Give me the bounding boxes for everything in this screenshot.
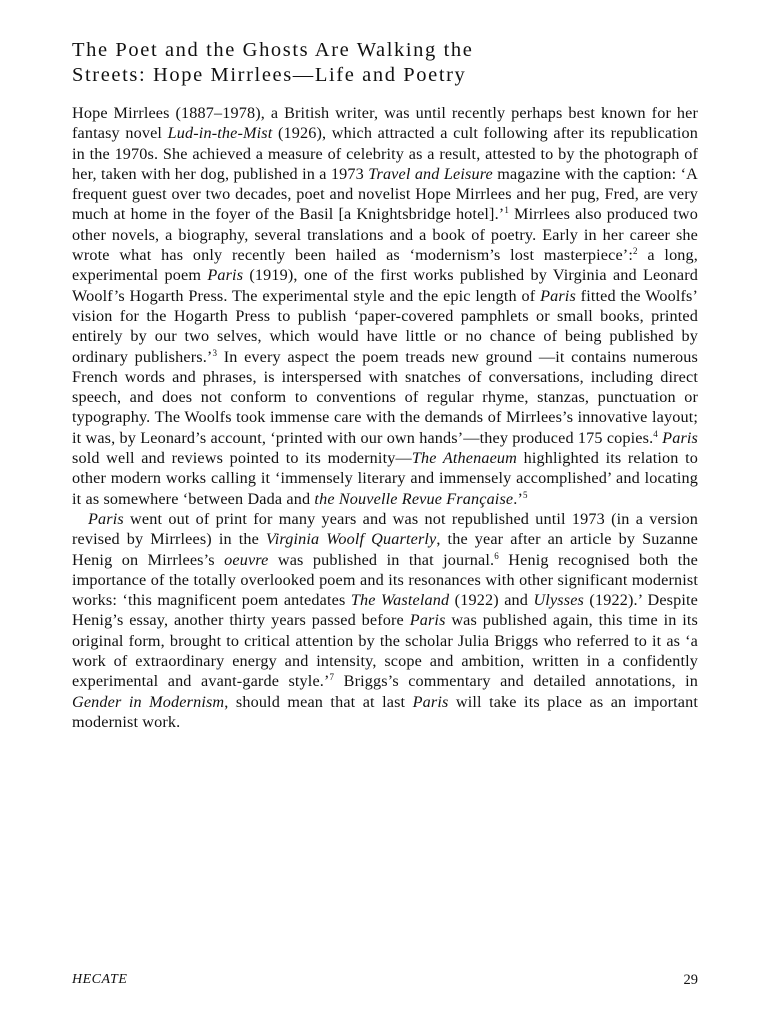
body-text: was published in that journal. [268,550,495,569]
page-title [72,38,712,88]
italic-title: Paris [540,286,576,305]
body-text: , the year after an article by Suzanne Henig on Mirrlees’s [72,530,698,569]
italic-title: Virginia Woolf Quarterly [265,530,437,549]
footnote-marker: 7 [329,672,335,683]
article-body [72,103,698,732]
footnote-marker: 6 [494,550,499,561]
footnote-marker: 5 [523,489,528,500]
body-text: magazine with the caption: ‘A frequent guest over two decades, poet and novelist Hope Mirrlees and her pug, Fred, are very much at home in the foyer of the Basil [a Knightsbridge hotel].’ [72,164,699,224]
body-text: (1919), one of the first works published by Virginia and Leonard Woolf’s Hogarth Press. The experimental style and the epic length of [72,266,698,305]
body-text: fitted the Woolfs’ vision for the Hogarth Press to publish ‘paper-covered pamphlets or small books, printed entirely by our two selves, which would have little or no chance of being published by ordinary publishers.’ [72,286,698,366]
body-text: In every aspect the poem treads new ground —it contains numerous French words and phrases, is interspersed with snatches of conversations, including direct speech, and does not conform to conventions of regular rhyme, stanzas, punctuation or typography. The Woolfs took immense care with the demands of Mirrlees’s innovative layout; it was, by Leonard’s account, ‘printed with our own hands’—they produced 175 copies. [72,347,698,447]
italic-title: Paris [409,611,446,630]
italic-title: Paris [412,692,449,711]
italic-title: Ulysses [533,591,584,610]
body-text: (1922) and [449,591,534,610]
body-text: highlighted its relation to other modern works calling it ‘immensely literary and immensely accomplished’ and locating it as somewhere ‘between Dada and [72,449,699,508]
body-text: , should mean that at last [224,692,413,711]
body-text: Briggs’s commentary and detailed annotations, in [334,672,698,691]
paragraph [72,103,698,509]
italic-title: the Nouvelle Revue Française [314,489,514,508]
body-text: was published again, this time in its original form, brought to critical attention by the scholar Julia Briggs who referred to it as ‘a work of extraordinary energy and intensity, scope and ambition, written in a confidently experimental and avant-garde style.’ [72,611,699,691]
body-text: Hope Mirrlees (1887–1978), a British writer, was until recently perhaps best known for her fantasy novel [72,104,698,143]
body-text: Mirrlees also produced two other novels, a biography, several translations and a book of poetry. Early in her career she wrote what has only recently been hailed as ‘modernism’s lost masterpiece’: [72,205,698,265]
italic-title: oeuvre [224,550,269,569]
body-text: a long, experimental poem [72,246,698,285]
italic-title: Gender in Modernism [72,692,225,711]
footnote-marker: 3 [212,347,218,358]
footer-page-number: 29 [683,972,698,988]
body-text: (1922).’ Despite Henig’s essay, another thirty years passed before [72,591,698,630]
italic-title: Travel and Leisure [368,164,493,183]
body-text: sold well and reviews pointed to its modernity— [72,449,412,468]
italic-title: Lud-in-the-Mist [167,124,273,143]
footnote-marker: 4 [653,428,658,439]
italic-title: Paris [88,509,124,528]
footer-journal-name: HECATE [72,972,128,987]
body-text: will take its place as an important modernist work. [72,692,699,731]
body-text: Henig recognised both the importance of the totally overlooked poem and its resonances with other significant modernist works: ‘this magnificent poem antedates [72,550,698,610]
paragraph [72,509,698,732]
title-line-2: Streets: Hope Mirrlees—Life and Poetry [72,64,467,86]
footnote-marker: 1 [504,205,509,216]
body-text: (1926), which attracted a cult following after its republication in the 1970s. She achieved a measure of celebrity as a result, attested to by the photograph of her, taken with her dog, published in a 1973 [72,124,699,183]
body-text: .’ [513,489,523,508]
footnote-marker: 2 [632,246,638,257]
title-line-1: The Poet and the Ghosts Are Walking the [72,39,474,61]
italic-title: Paris [207,266,244,285]
italic-title: The Athenaeum [411,449,518,468]
body-text: went out of print for many years and was not republished until 1973 (in a version revised by Mirrlees) in the [72,509,698,549]
italic-title: Paris [662,428,698,447]
italic-title: The Wasteland [350,591,450,610]
